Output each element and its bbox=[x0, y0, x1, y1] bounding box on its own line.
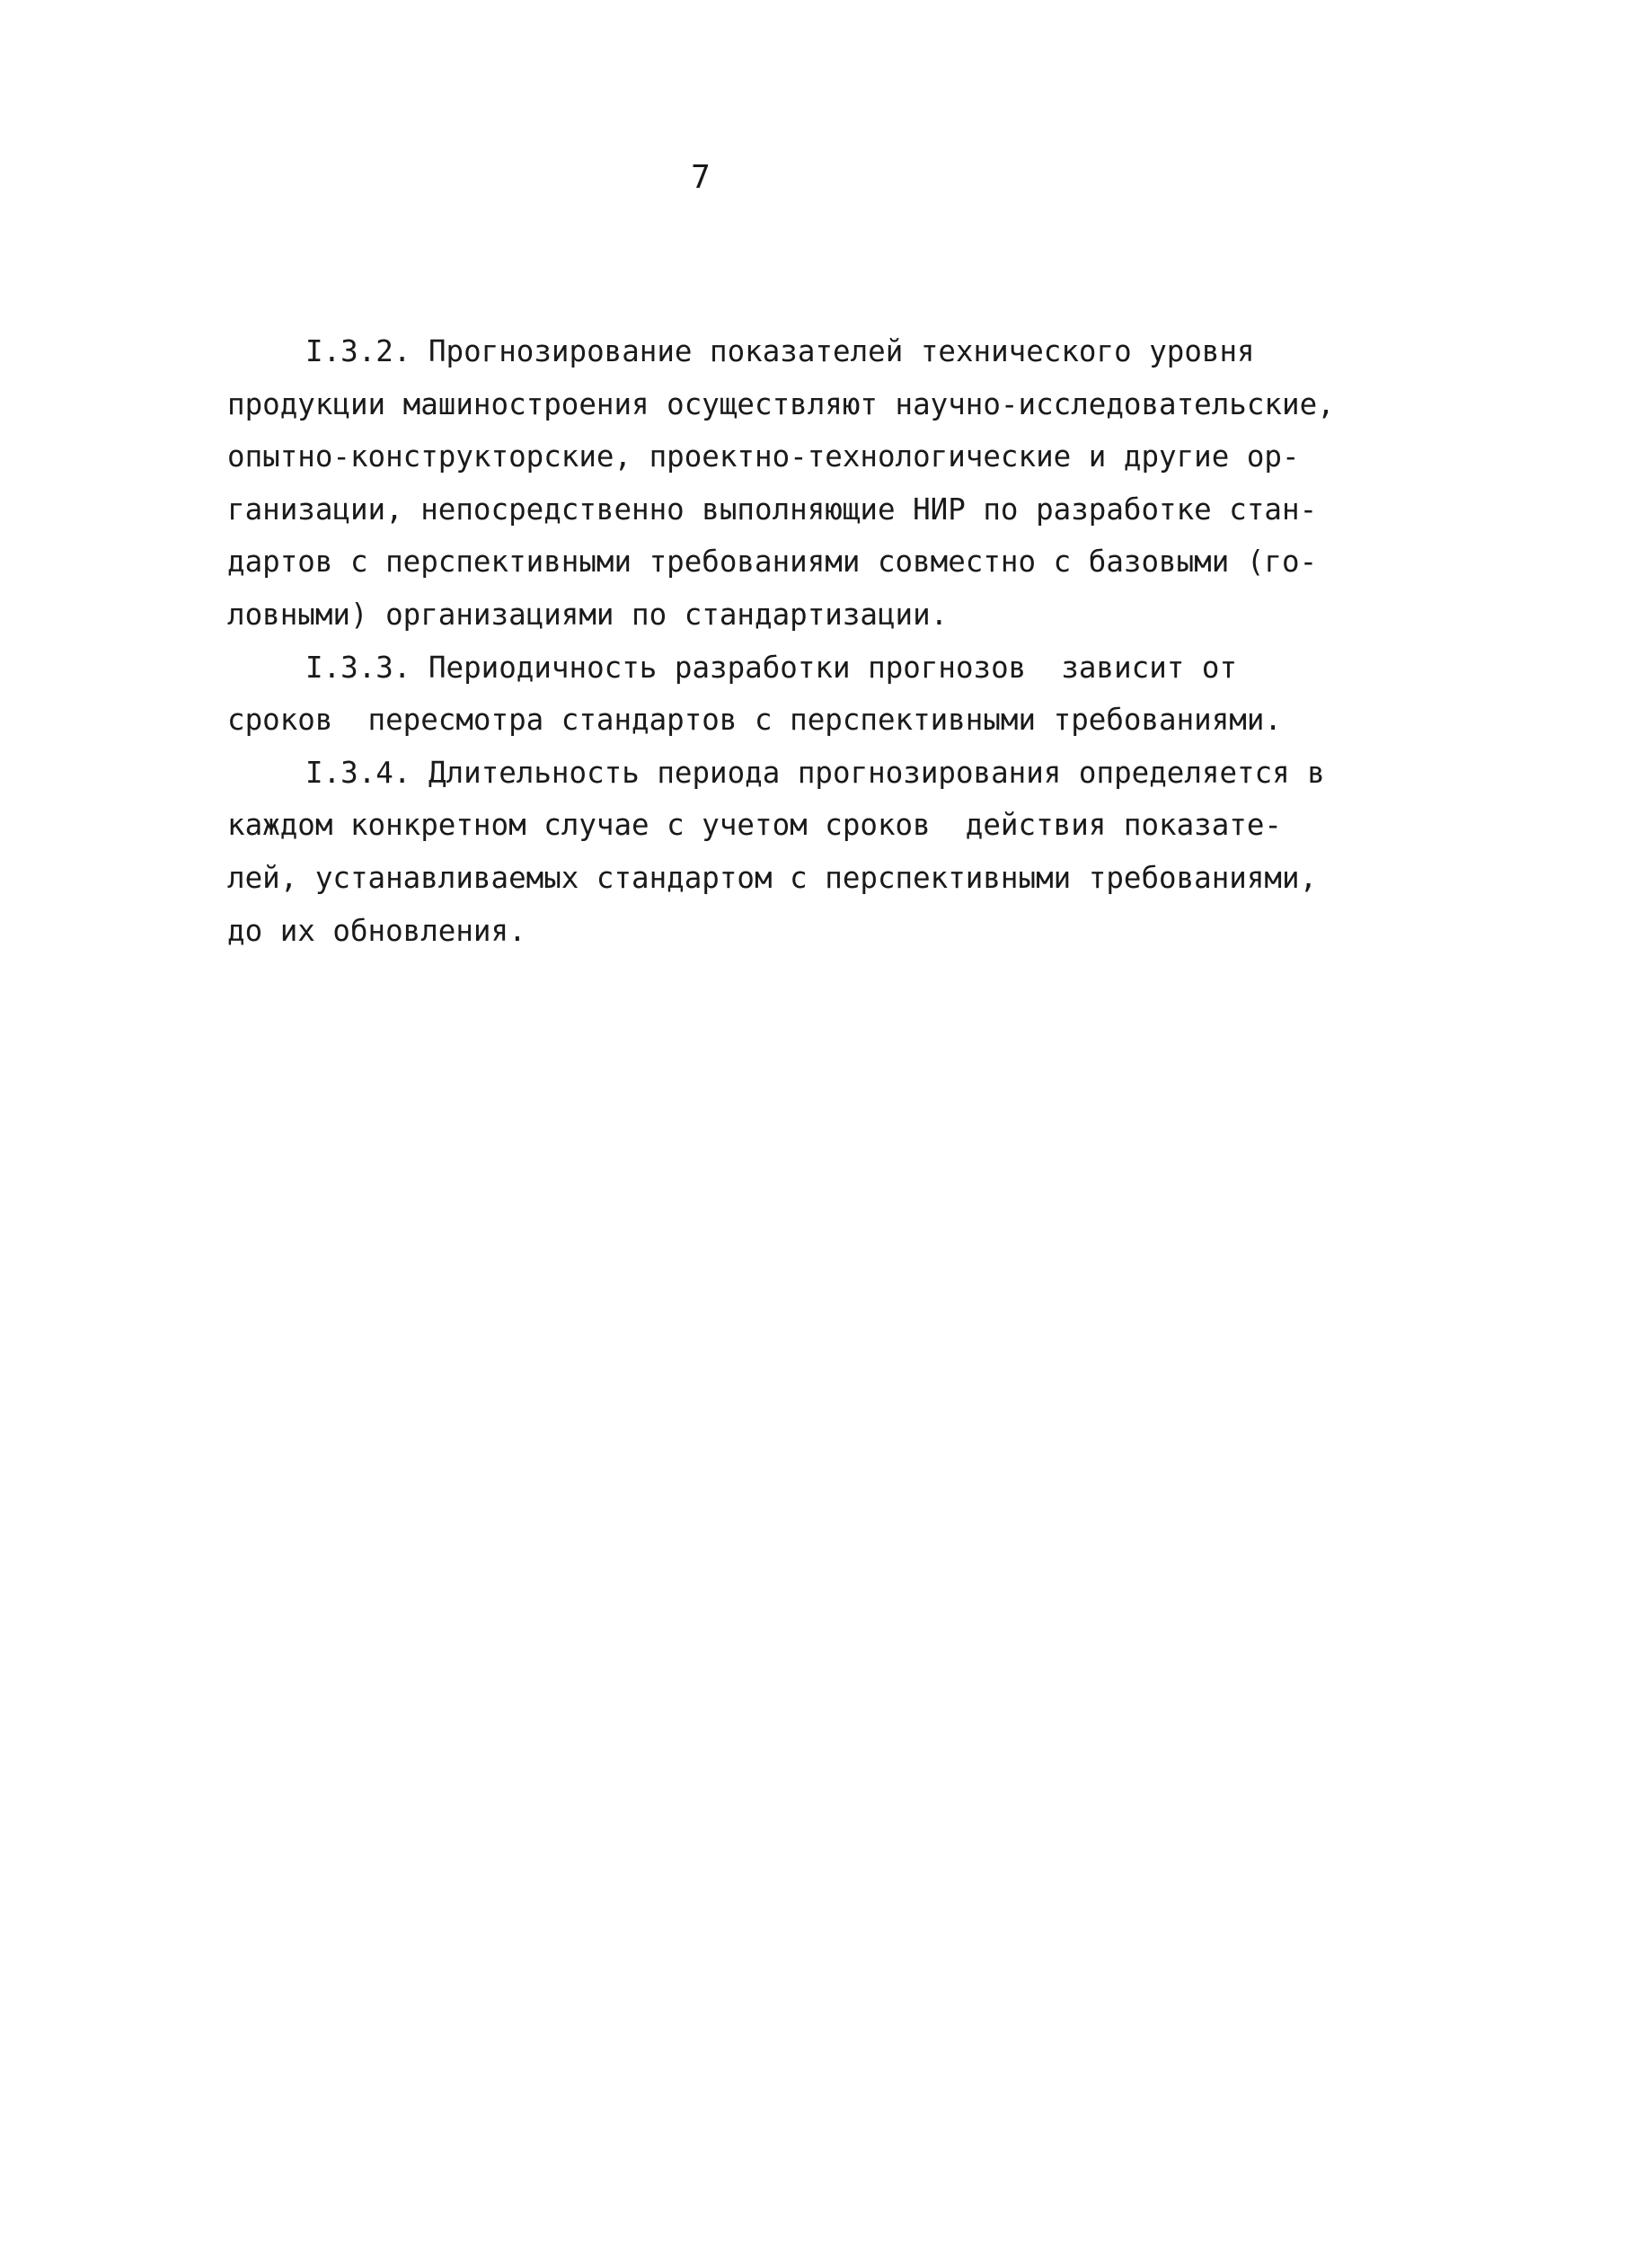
text-line: до их обновления. bbox=[227, 913, 526, 948]
text-line: I.3.3. Периодичность разработки прогнозов зависит от bbox=[305, 650, 1238, 685]
text-line: ловными) организациями по стандартизации. bbox=[227, 597, 949, 632]
page-number: 7 bbox=[691, 159, 711, 196]
text-line: I.3.2. Прогнозирование показателей технического уровня bbox=[305, 334, 1255, 368]
text-line: лей, устанавливаемых стандартом с перспективными требованиями, bbox=[227, 860, 1318, 895]
text-line: I.3.4. Длительность периода прогнозирования определяется в bbox=[305, 755, 1325, 790]
text-line: ганизации, непосредственно выполняющие НИР по разработке стан- bbox=[227, 492, 1318, 527]
paragraph-1-3-3 bbox=[227, 642, 1282, 747]
text-line: продукции машиностроения осуществляют научно-исследовательские, bbox=[227, 386, 1335, 421]
text-line: дартов с перспективными требованиями совместно с базовыми (го- bbox=[227, 545, 1318, 580]
paragraph-1-3-4 bbox=[227, 747, 1325, 957]
document-body bbox=[227, 325, 1335, 957]
paragraph-1-3-2 bbox=[227, 325, 1335, 642]
text-line: сроков пересмотра стандартов с перспективными требованиями. bbox=[227, 703, 1282, 738]
text-line: опытно-конструкторские, проектно-технологические и другие ор- bbox=[227, 439, 1300, 474]
text-line: каждом конкретном случае с учетом сроков действия показате- bbox=[227, 808, 1282, 843]
